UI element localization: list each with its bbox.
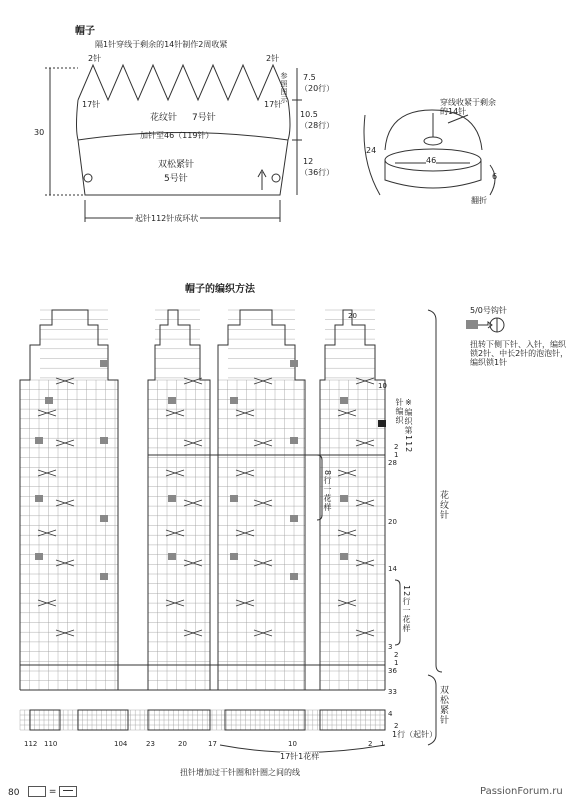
cable-cross-symbol: [56, 378, 74, 384]
height-total: 30: [34, 128, 45, 137]
row-label: 2: [394, 722, 399, 730]
repeat-8: 8行一花样: [323, 470, 332, 513]
rib-label: 双松紧针: [158, 160, 195, 170]
cable-cross-symbol: [338, 410, 356, 416]
cable-cross-symbol: [56, 440, 74, 446]
increase-label: 加针至46（119针）: [140, 131, 214, 140]
bottom-note: 扭针增加过干针圈和针圈之间的线: [180, 768, 300, 777]
cable-cross-symbol: [56, 500, 74, 506]
pattern-vert: 花纹针: [438, 490, 448, 520]
cable-cross-symbol: [356, 500, 374, 506]
hat-height: 24: [366, 146, 377, 155]
top-note: 隔1针穿线于剩余的14针制作2周收紧: [95, 40, 228, 49]
row-label: 10: [378, 382, 387, 390]
hat-width: 46: [426, 156, 437, 165]
cable-cross-symbol: [254, 630, 272, 636]
row-label: 28: [388, 459, 397, 467]
decrease-top-left: 2针: [88, 54, 102, 63]
needle-5: 5号针: [164, 174, 188, 184]
cable-cross-symbol: [254, 440, 272, 446]
row-label: 3: [388, 643, 393, 651]
row-label: 2: [394, 651, 399, 659]
col-label: 10: [288, 740, 297, 748]
ref-note: 参照图示: [280, 72, 288, 104]
pattern-label: 花纹针: [150, 113, 178, 123]
note-112: ※编织第112针编织: [395, 398, 413, 454]
cable-cross-symbol: [184, 630, 202, 636]
rib-vert: 双松紧针: [438, 685, 448, 725]
cable-cross-symbol: [356, 440, 374, 446]
dim-bot-rows: （36行）: [300, 168, 335, 177]
row-label: 4: [388, 710, 393, 718]
dim-mid-rows: （28行）: [300, 121, 335, 130]
page-number: 80: [8, 788, 20, 798]
cable-cross-symbol: [184, 500, 202, 506]
gather-note: 穿线收紧于剩余的14针: [440, 98, 496, 116]
row-label: 2: [394, 443, 399, 451]
cable-cross-symbol: [254, 378, 272, 384]
fold-label: 翻折: [471, 196, 487, 205]
hat-title: 帽子: [75, 26, 95, 37]
col-label: 23: [146, 740, 155, 748]
col-label: 112: [24, 740, 38, 748]
cable-cross-symbol: [184, 378, 202, 384]
cable-cross-symbol: [356, 378, 374, 384]
row-label: 1: [394, 659, 399, 667]
cable-cross-symbol: [166, 410, 184, 416]
chart-title: 帽子的编织方法: [185, 284, 255, 295]
cable-cross-symbol: [338, 470, 356, 476]
row-label: 36: [388, 667, 397, 675]
decrease-top-right: 2针: [266, 54, 280, 63]
cable-cross-symbol: [56, 630, 74, 636]
dim-top: 7.5: [303, 73, 316, 82]
legend-text: 扭转下侧下针、入针，编织锁2针、中长2针的泡泡针，编织锁1针: [470, 340, 569, 367]
row-label: 14: [388, 565, 397, 573]
cable-cross-symbol: [236, 470, 254, 476]
cast-on: 起针112针成环状: [135, 214, 199, 223]
cable-cross-symbol: [236, 410, 254, 416]
chart-grid: [20, 310, 385, 730]
needle-7: 7号针: [192, 113, 216, 123]
fold-size: 6: [492, 172, 498, 181]
cable-cross-symbol: [56, 560, 74, 566]
legend-box: [28, 786, 77, 797]
cable-cross-symbol: [356, 630, 374, 636]
decrease-bottom-right: 17针: [264, 100, 283, 109]
cable-cross-symbol: [184, 440, 202, 446]
dim-bot: 12: [303, 157, 314, 166]
col-label: 2: [368, 740, 373, 748]
cable-cross-symbol: [254, 560, 272, 566]
start-label: 1行（起针）: [392, 730, 438, 739]
watermark: PassionForum.ru: [480, 786, 563, 797]
repeat-17: 17针1花样: [280, 752, 320, 761]
cable-cross-symbol: [38, 410, 56, 416]
col-label: 1: [380, 740, 385, 748]
hook-label: 5/0号钩针: [470, 306, 507, 315]
col-label: 104: [114, 740, 128, 748]
row-label: 33: [388, 688, 397, 696]
cable-cross-symbol: [38, 470, 56, 476]
col-label: 17: [208, 740, 217, 748]
equals-sign: =: [48, 787, 57, 797]
row-label: 1: [394, 451, 399, 459]
cable-cross-symbol: [356, 560, 374, 566]
dim-mid: 10.5: [300, 110, 318, 119]
cable-cross-symbol: [254, 500, 272, 506]
col-label: 110: [44, 740, 58, 748]
row-label: 20: [388, 518, 397, 526]
cable-cross-symbol: [184, 560, 202, 566]
dim-top-rows: （20行）: [300, 84, 335, 93]
cable-cross-symbol: [166, 470, 184, 476]
decrease-bottom-left: 17针: [82, 100, 101, 109]
row-label: 20: [348, 312, 357, 320]
col-label: 20: [178, 740, 187, 748]
repeat-12: 12行一花样: [402, 585, 411, 634]
